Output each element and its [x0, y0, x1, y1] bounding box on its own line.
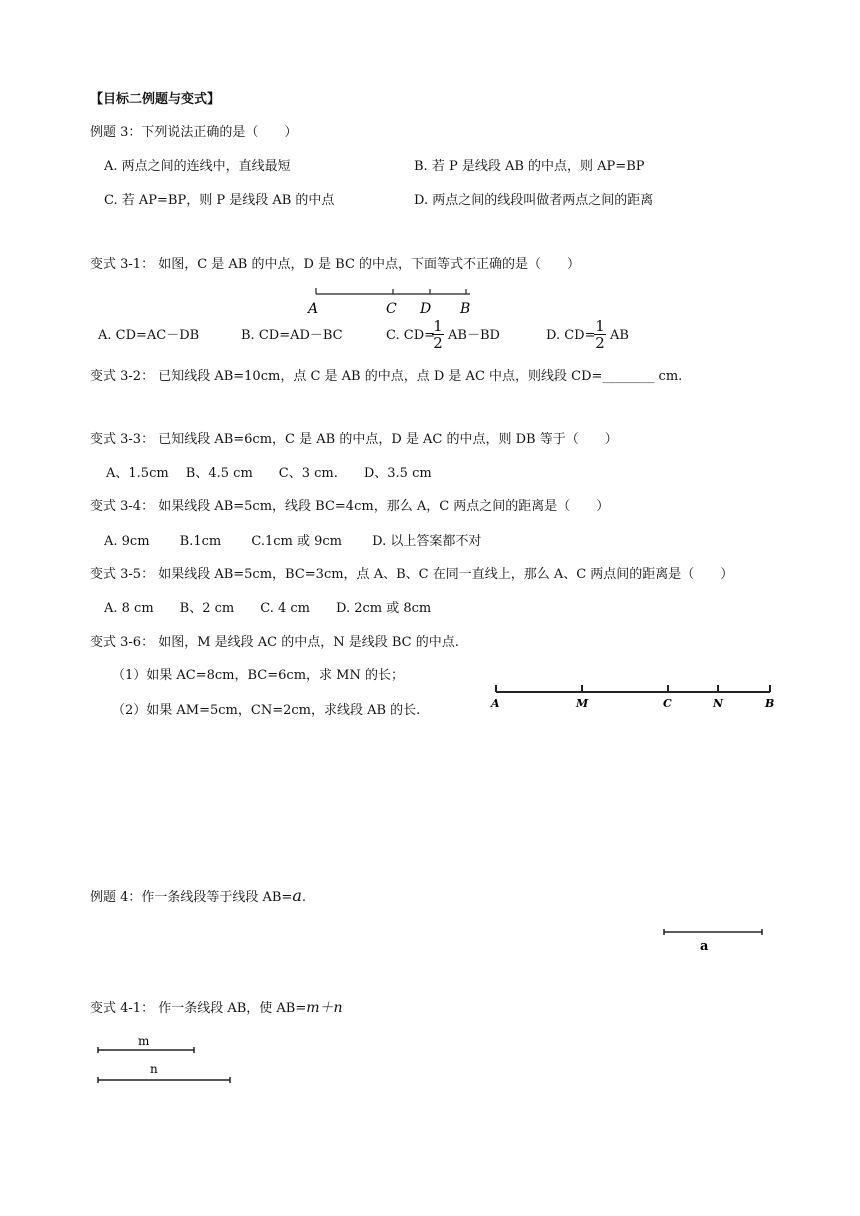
variant-3-1-question: 变式 3-1： 如图，C 是 AB 的中点，D 是 BC 的中点，下面等式不正确的是（ ）: [90, 257, 581, 272]
fig41-label-n: n: [150, 1062, 158, 1076]
example-3-option-d: D. 两点之间的线段叫做者两点之间的距离: [414, 193, 654, 208]
variant-3-6-subquestion-2: （2）如果 AM=5cm，CN=2cm，求线段 AB 的长.: [112, 703, 421, 718]
fig31-label-d: D: [420, 301, 432, 317]
fig36-label-b: B: [765, 697, 775, 710]
variant-3-5-question: 变式 3-5： 如果线段 AB=5cm，BC=3cm，点 A、B、C 在同一直线上，那么 A、C 两点间的距离是（ ）: [90, 567, 734, 582]
fig41-label-m: m: [138, 1034, 150, 1048]
variant-3-5-options: A. 8 cm B、2 cm C. 4 cm D. 2cm 或 8cm: [104, 601, 432, 616]
fig31-label-b: B: [460, 301, 471, 317]
fig31-label-a: A: [308, 301, 319, 317]
fig36-label-c: C: [663, 697, 672, 710]
fig36-label-a: A: [491, 697, 500, 710]
variant-3-1-option-a: A. CD=AC－DB: [98, 328, 200, 343]
figure-3-1: [306, 288, 470, 317]
figure-3-6: [490, 685, 774, 710]
variant-3-4-options: A. 9cm B.1cm C.1cm 或 9cm D. 以上答案都不对: [104, 534, 482, 549]
variant-3-6-subquestion-1: （1）如果 AC=8cm，BC=6cm，求 MN 的长；: [112, 668, 404, 683]
fraction-denominator: 2: [433, 334, 443, 352]
example-3-option-b: B. 若 P 是线段 AB 的中点，则 AP=BP: [414, 159, 645, 174]
variant-3-2-question: 变式 3-2： 已知线段 AB=10cm，点 C 是 AB 的中点，点 D 是 AC 中点，则线段 CD=________ cm.: [90, 369, 683, 384]
fraction-numerator: 1: [595, 317, 605, 335]
variant-3-1-option-c-suffix: AB－BD: [448, 328, 500, 343]
example-3-option-a: A. 两点之间的连线中，直线最短: [104, 159, 291, 174]
fraction-denominator: 2: [595, 334, 605, 352]
fig36-label-m: M: [576, 697, 589, 710]
variant-3-3-options: A、1.5cm B、4.5 cm C、3 cm. D、3.5 cm: [106, 466, 432, 481]
fig4-label-a: a: [700, 939, 709, 954]
example-4-variable: a: [292, 886, 302, 905]
variant-3-6-question: 变式 3-6： 如图，M 是线段 AC 的中点，N 是线段 BC 的中点.: [90, 635, 459, 650]
figure-4-1: [98, 1034, 230, 1083]
variant-4-1-expression: m＋n: [306, 1000, 343, 1016]
fraction-numerator: 1: [433, 317, 443, 335]
section-title: 【目标二例题与变式】: [90, 92, 221, 107]
variant-4-1-question-text: 变式 4-1： 作一条线段 AB，使 AB=: [90, 1001, 307, 1016]
example-4-question-text: 例题 4：作一条线段等于线段 AB=: [90, 890, 293, 905]
fig31-label-c: C: [386, 301, 397, 317]
example-4-question: [90, 887, 306, 907]
variant-3-1-option-d-suffix: AB: [610, 328, 629, 343]
example-4-period: .: [301, 890, 307, 905]
variant-3-1-option-c-prefix: C. CD=: [386, 328, 436, 343]
variant-3-4-question: 变式 3-4： 如果线段 AB=5cm，线段 BC=4cm，那么 A，C 两点之间的距离是（ ）: [90, 499, 610, 514]
variant-3-1-option-c-fraction: [432, 318, 444, 351]
variant-3-1-option-b: B. CD=AD－BC: [241, 328, 343, 343]
example-3-option-c: C. 若 AP=BP，则 P 是线段 AB 的中点: [104, 193, 335, 208]
example-3-question: 例题 3：下列说法正确的是（ ）: [90, 125, 298, 140]
variant-3-1-option-d-fraction: [594, 318, 606, 351]
figure-example-4: [664, 929, 762, 954]
variant-4-1-question: [90, 999, 343, 1018]
fig36-label-n: N: [713, 697, 724, 710]
variant-3-3-question: 变式 3-3： 已知线段 AB=6cm，C 是 AB 的中点，D 是 AC 的中点，则 DB 等于（ ）: [90, 432, 618, 447]
variant-3-1-option-d-prefix: D. CD=: [546, 328, 596, 343]
